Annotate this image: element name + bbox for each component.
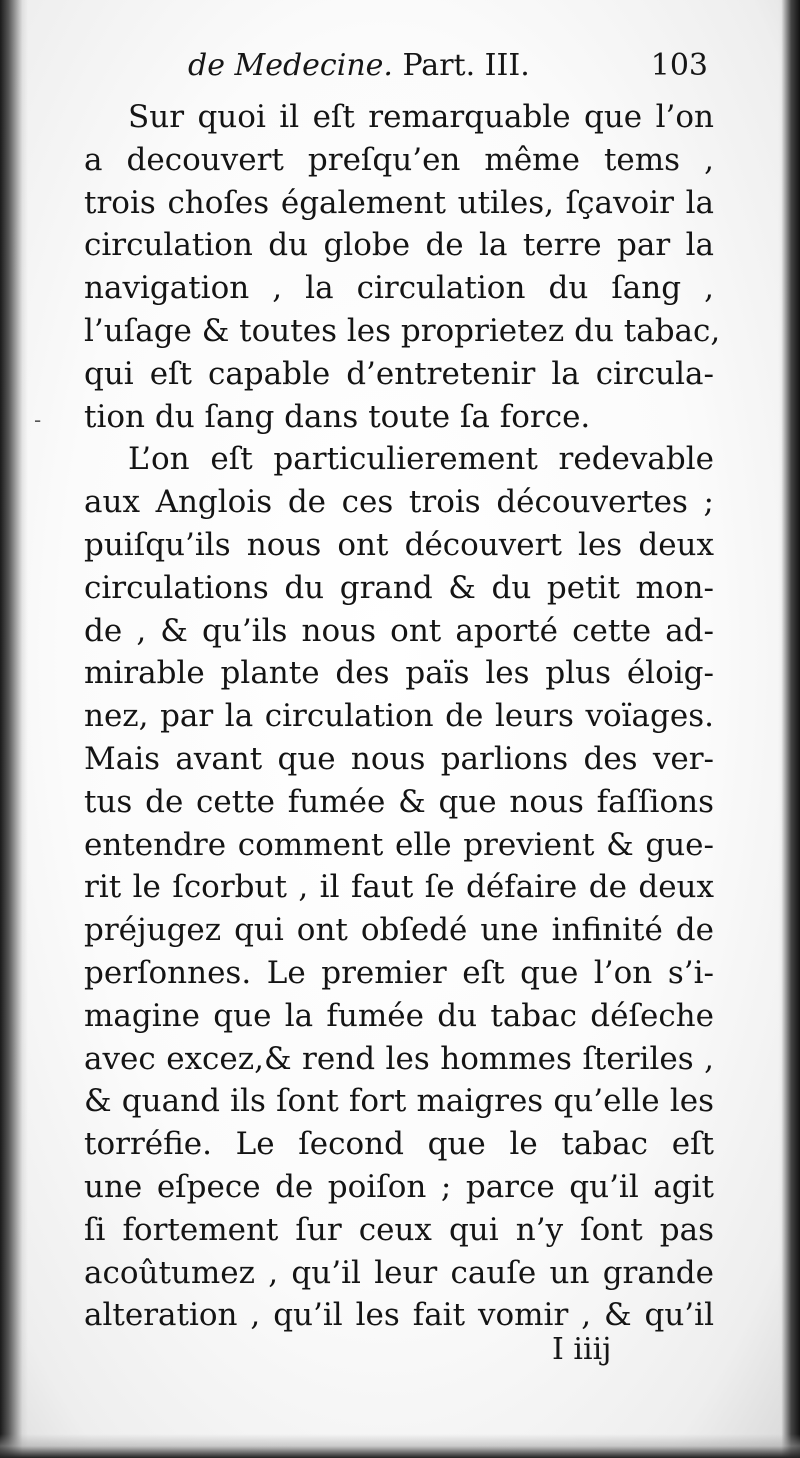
- text-line: acoûtumez , qu’il leur cauſe un grande: [84, 1254, 714, 1291]
- body-text: [84, 96, 721, 1337]
- signature-mark: I iiij: [552, 1332, 612, 1367]
- text-line: nez, par la circulation de leurs voïages.: [84, 698, 714, 735]
- text-line: avec excez,& rend les hommes ſteriles ,: [84, 1040, 714, 1077]
- text-line: mirable plante des païs les plus éloig-: [84, 655, 714, 692]
- text-line: circulations du grand & du petit mon-: [84, 569, 714, 606]
- text-line: torréfie. Le ſecond que le tabac eſt: [84, 1126, 714, 1163]
- paragraph-2: [84, 438, 714, 1337]
- text-line: tus de cette fumée & que nous faſſions: [84, 783, 714, 820]
- text-line: Mais avant que nous parlions des ver-: [84, 740, 714, 777]
- text-line: préjugez qui ont obſedé une infinité de: [84, 912, 714, 949]
- text-line: l’uſage & toutes les proprietez du tabac,: [84, 312, 721, 349]
- text-line: magine que la fumée du tabac déſeche: [84, 997, 714, 1034]
- bottom-edge-shadow: [0, 1434, 800, 1458]
- text-line: L’on eſt particulierement redevable: [128, 441, 714, 478]
- page-header: [188, 48, 716, 92]
- text-line: circulation du globe de la terre par la: [84, 227, 714, 264]
- text-line: & quand ils ſont fort maigres qu’elle les: [84, 1083, 714, 1120]
- margin-mark: -: [34, 408, 42, 432]
- running-title-italic: de Medecine.: [188, 48, 393, 83]
- page-edge-shadow: [778, 0, 800, 1458]
- gutter-shadow: [0, 0, 28, 1458]
- text-line: perſonnes. Le premier eſt que l’on s’i-: [84, 954, 714, 991]
- text-line: ſi fortement ſur ceux qui n’y ſont pas: [84, 1211, 714, 1248]
- text-line: qui eſt capable d’entretenir la circula-: [84, 355, 714, 392]
- text-line: navigation , la circulation du ſang ,: [84, 270, 714, 307]
- text-line: une eſpece de poiſon ; parce qu’il agit: [84, 1168, 714, 1205]
- running-title: [188, 48, 530, 83]
- text-line: a decouvert preſqu’en même tems ,: [84, 141, 714, 178]
- page-number: 103: [650, 48, 708, 83]
- text-line: tion du ſang dans toute ſa force.: [84, 398, 591, 435]
- text-line: aux Anglois de ces trois découvertes ;: [84, 484, 714, 521]
- text-line: puiſqu’ils nous ont découvert les deux: [84, 526, 714, 563]
- text-line: entendre comment elle previent & gue-: [84, 826, 714, 863]
- text-line: trois choſes également utiles, ſçavoir la: [84, 184, 714, 221]
- text-line: alteration , qu’il les fait vomir , & qu’il: [84, 1297, 714, 1334]
- running-title-part: Part. III.: [392, 48, 530, 83]
- text-line: de , & qu’ils nous ont aporté cette ad-: [84, 612, 714, 649]
- paragraph-1: [84, 96, 721, 438]
- text-line: Sur quoi il eſt remarquable que l’on: [128, 99, 714, 135]
- text-line: rit le ſcorbut , il faut ſe défaire de deux: [84, 869, 714, 906]
